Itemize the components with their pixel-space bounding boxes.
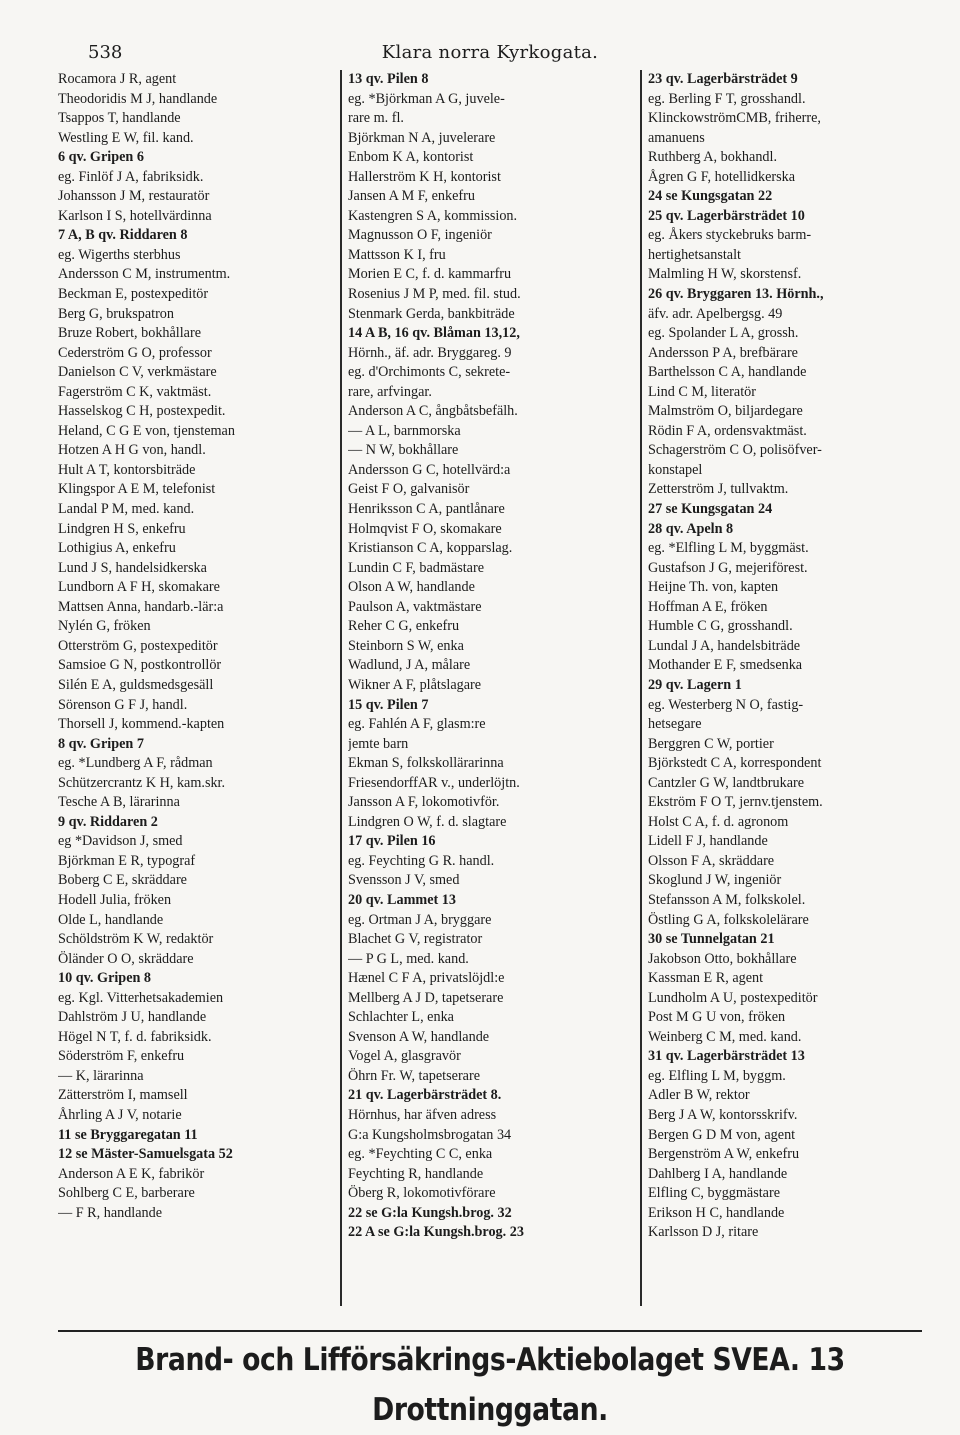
directory-entry: Zätterström I, mamsell [58, 1087, 188, 1104]
directory-entry: rare m. fl. [348, 110, 404, 127]
directory-entry: Öhrn Fr. W, tapetserare [348, 1067, 480, 1084]
directory-entry: Hörnhus, har äfven adress [348, 1106, 497, 1123]
directory-entry: Boberg C E, skräddare [58, 872, 187, 889]
bottom-rule [58, 1330, 922, 1332]
directory-entry: Stefansson A M, folkskolel. [648, 891, 806, 908]
directory-entry: Wikner A F, plåtslagare [348, 676, 482, 693]
directory-entry: Silén E A, guldsmedsgesäll [58, 676, 214, 693]
directory-entry: — F R, handlande [58, 1204, 163, 1221]
directory-entry: Kastengren S A, kommission. [348, 207, 518, 224]
directory-entry: rare, arfvingar. [348, 383, 432, 400]
directory-entry: Malmström O, biljardegare [648, 403, 803, 420]
directory-entry: eg. Fahlén A F, glasm:re [348, 716, 486, 733]
directory-entry: Erikson H C, handlande [648, 1204, 785, 1221]
directory-entry: Lundholm A U, postexpeditör [648, 989, 818, 1006]
block-heading: 25 qv. Lagerbärsträdet 10 [648, 207, 805, 224]
directory-entry: Post M G U von, fröken [648, 1009, 786, 1026]
directory-entry: Lind C M, literatör [648, 383, 756, 400]
directory-entry: Westling E W, fil. kand. [58, 129, 194, 146]
directory-entry: Theodoridis M J, handlande [58, 90, 218, 107]
column-1 [58, 70, 340, 1306]
directory-entry: Mattsson K I, fru [348, 246, 446, 263]
directory-entry: Lindgren H S, enkefru [58, 520, 186, 537]
directory-entry: Rosenius J M P, med. fil. stud. [348, 286, 521, 303]
directory-entry: Östling G A, folkskolelärare [648, 911, 809, 928]
directory-entry: Wadlund, J A, målare [348, 657, 471, 674]
block-heading: 29 qv. Lagern 1 [648, 676, 742, 693]
block-heading: 7 A, B qv. Riddaren 8 [58, 227, 188, 244]
directory-entry: Feychting R, handlande [348, 1165, 484, 1182]
directory-entry: Öberg R, lokomotivförare [348, 1185, 496, 1202]
block-heading: 24 se Kungsgatan 22 [648, 188, 773, 205]
directory-entry: eg. *Feychting C C, enka [348, 1146, 493, 1163]
directory-entry: Lundal J A, handelsbiträde [648, 637, 801, 654]
directory-entry: Berg J A W, kontorsskrifv. [648, 1106, 798, 1123]
directory-entry: Ekström F O T, jernv.tjenstem. [648, 794, 823, 811]
block-heading: 28 qv. Apeln 8 [648, 520, 734, 537]
block-heading: 6 qv. Gripen 6 [58, 149, 144, 166]
directory-entry: Elfling C, byggmästare [648, 1185, 780, 1202]
directory-entry: Lundin C F, badmästare [348, 559, 484, 576]
directory-entry: Heijne Th. von, kapten [648, 579, 779, 596]
directory-entry: Klingspor A E M, telefonist [58, 481, 216, 498]
directory-entry: eg. *Björkman A G, juvele- [348, 90, 505, 107]
directory-entry: Mellberg A J D, tapetserare [348, 989, 504, 1006]
directory-entry: eg. *Elfling L M, byggmäst. [648, 540, 809, 557]
block-heading: 22 A se G:la Kungsh.brog. 23 [348, 1224, 524, 1241]
block-heading: 27 se Kungsgatan 24 [648, 501, 773, 518]
directory-entry: Ruthberg A, bokhandl. [648, 149, 777, 166]
column-3 [640, 70, 926, 1306]
directory-entry: Lund J S, handelsidkerska [58, 559, 207, 576]
directory-entry: Cederström G O, professor [58, 344, 212, 361]
directory-entry: Stenmark Gerda, bankbiträde [348, 305, 515, 322]
directory-entry: Hoffman A E, fröken [648, 598, 768, 615]
directory-entry: Blachet G V, registrator [348, 931, 483, 948]
directory-entry: Jansson A F, lokomotivför. [348, 794, 500, 811]
directory-entry: Andersson G C, hotellvärd:a [348, 461, 511, 478]
directory-entry: Holst C A, f. d. agronom [648, 813, 789, 830]
directory-entry: Rödin F A, ordensvaktmäst. [648, 422, 807, 439]
directory-entry: Ågren G F, hotellidkerska [648, 168, 796, 185]
directory-entry: eg. Wigerths sterbhus [58, 246, 181, 263]
directory-entry: Mattsen Anna, handarb.-lär:a [58, 598, 224, 615]
block-heading: 22 se G:la Kungsh.brog. 32 [348, 1204, 512, 1221]
directory-entry: Mothander E F, smedsenka [648, 657, 803, 674]
directory-entry: Hult A T, kontorsbiträde [58, 461, 196, 478]
directory-entry: eg. Westerberg N O, fastig- [648, 696, 804, 713]
directory-entry: Enbom K A, kontorist [348, 149, 474, 166]
page-number: 538 [88, 42, 123, 63]
directory-entry: Holmqvist F O, skomakare [348, 520, 502, 537]
directory-entry: Anderson A C, ångbåtsbefälh. [348, 403, 518, 420]
directory-entry: Lothigius A, enkefru [58, 540, 176, 557]
directory-entry: Karlsson D J, ritare [648, 1224, 759, 1241]
directory-entry: eg. Finlöf J A, fabriksidk. [58, 168, 204, 185]
directory-entry: — P G L, med. kand. [348, 950, 469, 967]
directory-entry: Jakobson Otto, bokhållare [648, 950, 797, 967]
directory-entry: Björkman E R, typograf [58, 852, 196, 869]
directory-entry: Steinborn S W, enka [348, 637, 464, 654]
directory-entry: Hodell Julia, fröken [58, 891, 172, 908]
directory-entry: Barthelsson C A, handlande [648, 364, 807, 381]
directory-entry: Lundborn A F H, skomakare [58, 579, 220, 596]
directory-entry: eg. Spolander L A, grossh. [648, 325, 799, 342]
directory-entry: Bergen G D M von, agent [648, 1126, 796, 1143]
directory-entry: eg. Feychting G R. handl. [348, 852, 495, 869]
directory-entry: Sohlberg C E, barberare [58, 1185, 195, 1202]
block-heading: 26 qv. Bryggaren 13. Hörnh., [648, 286, 824, 303]
directory-entry: eg. Åkers styckebruks barm- [648, 227, 812, 244]
directory-entry: Hænel C F A, privatslöjdl:e [348, 970, 505, 987]
directory-entry: Magnusson O F, ingeniör [348, 227, 492, 244]
directory-entry: Rocamora J R, agent [58, 71, 177, 87]
directory-entry: Svenson A W, handlande [348, 1028, 490, 1045]
directory-entry: Fagerström C K, vaktmäst. [58, 383, 212, 400]
directory-entry: FriesendorffAR v., underlöjtn. [348, 774, 520, 791]
running-title: Klara norra Kyrkogata. [381, 42, 599, 63]
block-heading: 8 qv. Gripen 7 [58, 735, 144, 752]
directory-entry: Weinberg C M, med. kand. [648, 1028, 802, 1045]
directory-entry: Hasselskog C H, postexpedit. [58, 403, 226, 420]
directory-entry: konstapel [648, 461, 703, 478]
directory-entry: Dahlberg I A, handlande [648, 1165, 788, 1182]
directory-entry: Skoglund J W, ingeniör [648, 872, 782, 889]
directory-entry: Berggren C W, portier [648, 735, 774, 752]
block-heading: 11 se Bryggaregatan 11 [58, 1126, 198, 1143]
directory-entry: hertighetsanstalt [648, 246, 741, 263]
directory-entry: Björkman N A, juvelerare [348, 129, 496, 146]
directory-entry: Olson A W, handlande [348, 579, 475, 596]
directory-entry: Samsioe G N, postkontrollör [58, 657, 222, 674]
directory-entry: — K, lärarinna [58, 1067, 144, 1084]
directory-entry: G:a Kungsholmsbrogatan 34 [348, 1126, 512, 1143]
directory-entry: Geist F O, galvanisör [348, 481, 470, 498]
directory-entry: Gustafson J G, mejeriförest. [648, 559, 808, 576]
directory-entry: Kassman E R, agent [648, 970, 764, 987]
directory-entry: Zetterström J, tullvaktm. [648, 481, 789, 498]
directory-entry: Andersson C M, instrumentm. [58, 266, 231, 283]
directory-entry: Berg G, brukspatron [58, 305, 174, 322]
block-heading: 14 A B, 16 qv. Blåman 13,12, [348, 325, 520, 342]
block-heading: 15 qv. Pilen 7 [348, 696, 429, 713]
directory-entry: Svensson J V, smed [348, 872, 460, 889]
directory-entry: Johansson J M, restauratör [58, 188, 210, 205]
directory-entry: Lidell F J, handlande [648, 833, 768, 850]
directory-entry: Humble C G, grosshandl. [648, 618, 793, 635]
directory-entry: — N W, bokhållare [348, 442, 459, 459]
block-heading: 17 qv. Pilen 16 [348, 833, 436, 850]
directory-entry: Bruze Robert, bokhållare [58, 325, 202, 342]
directory-entry: Lindgren O W, f. d. slagtare [348, 813, 507, 830]
directory-entry: Danielson C V, verkmästare [58, 364, 217, 381]
block-heading: 12 se Mäster-Samuelsgata 52 [58, 1146, 233, 1163]
directory-entry: Heland, C G E von, tjensteman [58, 422, 235, 439]
directory-entry: Reher C G, enkefru [348, 618, 460, 635]
block-heading: 13 qv. Pilen 8 [348, 71, 429, 87]
block-heading: 20 qv. Lammet 13 [348, 891, 456, 908]
directory-entry: Henriksson C A, pantlånare [348, 501, 505, 518]
directory-entry: hetsegare [648, 716, 702, 733]
directory-entry: Cantzler G W, landtbrukare [648, 774, 805, 791]
block-heading: 30 se Tunnelgatan 21 [648, 931, 775, 948]
directory-entry: Paulson A, vaktmästare [348, 598, 482, 615]
directory-entry: Åhrling A J V, notarie [58, 1106, 182, 1123]
directory-entry: Öländer O O, skräddare [58, 950, 194, 967]
directory-entry: eg. Ortman J A, bryggare [348, 911, 492, 928]
directory-entry: Söderström F, enkefru [58, 1048, 185, 1065]
directory-entry: eg. Kgl. Vitterhetsakademien [58, 989, 224, 1006]
block-heading: 31 qv. Lagerbärsträdet 13 [648, 1048, 805, 1065]
directory-entry: Olde L, handlande [58, 911, 164, 928]
directory-entry: Beckman E, postexpeditör [58, 286, 209, 303]
block-heading: 10 qv. Gripen 8 [58, 970, 152, 987]
directory-entry: Thorsell J, kommend.-kapten [58, 716, 225, 733]
directory-entry: amanuens [648, 129, 705, 146]
directory-entry: Nylén G, fröken [58, 618, 151, 635]
directory-entry: Dahlström J U, handlande [58, 1009, 207, 1026]
directory-entry: Björkstedt C A, korrespondent [648, 755, 822, 772]
directory-entry: Malmling H W, skorstensf. [648, 266, 802, 283]
directory-entry: Hörnh., äf. adr. Bryggareg. 9 [348, 344, 512, 361]
directory-entry: Tsappos T, handlande [58, 110, 181, 127]
directory-entry: jemte barn [348, 735, 409, 752]
directory-entry: Andersson P A, brefbärare [648, 344, 798, 361]
directory-entry: Hallerström K H, kontorist [348, 168, 501, 185]
block-heading: 9 qv. Riddaren 2 [58, 813, 158, 830]
directory-entry: eg. Elfling L M, byggm. [648, 1067, 786, 1084]
column-2 [340, 70, 640, 1306]
directory-entry: Jansen A M F, enkefru [348, 188, 475, 205]
block-heading: 21 qv. Lagerbärsträdet 8. [348, 1087, 502, 1104]
directory-entry: Anderson A E K, fabrikör [58, 1165, 205, 1182]
directory-entry: Olsson F A, skräddare [648, 852, 775, 869]
directory-entry: Morien E C, f. d. kammarfru [348, 266, 512, 283]
directory-entry: Schagerström C O, polisöfver- [648, 442, 822, 459]
directory-entry: Sörenson G F J, handl. [58, 696, 188, 713]
directory-entry: Schlachter L, enka [348, 1009, 454, 1026]
directory-entry: Högel N T, f. d. fabriksidk. [58, 1028, 212, 1045]
directory-entry: eg. d'Orchimonts C, sekrete- [348, 364, 511, 381]
directory-entry: eg *Davidson J, smed [58, 833, 183, 850]
directory-entry: äfv. adr. Apelbergsg. 49 [648, 305, 783, 322]
directory-entry: KlinckowströmCMB, friherre, [648, 110, 821, 127]
page-header [60, 34, 920, 62]
directory-entry: Adler B W, rektor [648, 1087, 750, 1104]
directory-entry: Hotzen A H G von, handl. [58, 442, 206, 459]
directory-entry: Schützercrantz K H, kam.skr. [58, 774, 226, 791]
block-heading: 23 qv. Lagerbärsträdet 9 [648, 71, 798, 87]
footer-advertisement: Brand- och Lifförsäkrings-Aktiebolaget SVEA. 13 Drottninggatan. [135, 1342, 845, 1428]
directory-entry: Landal P M, med. kand. [58, 501, 195, 518]
directory-entry: Kristianson C A, kopparslag. [348, 540, 513, 557]
directory-entry: Karlson I S, hotellvärdinna [58, 207, 212, 224]
directory-entry: Bergenström A W, enkefru [648, 1146, 800, 1163]
directory-entry: Schöldström K W, redaktör [58, 931, 214, 948]
directory-entry: — A L, barnmorska [348, 422, 461, 439]
directory-entry: Otterström G, postexpeditör [58, 637, 218, 654]
directory-columns [58, 70, 928, 1306]
directory-entry: eg. Berling F T, grosshandl. [648, 90, 806, 107]
directory-entry: Tesche A B, lärarinna [58, 794, 180, 811]
directory-entry: eg. *Lundberg A F, rådman [58, 755, 213, 772]
directory-entry: Vogel A, glasgravör [348, 1048, 461, 1065]
directory-entry: Ekman S, folkskollärarinna [348, 755, 504, 772]
